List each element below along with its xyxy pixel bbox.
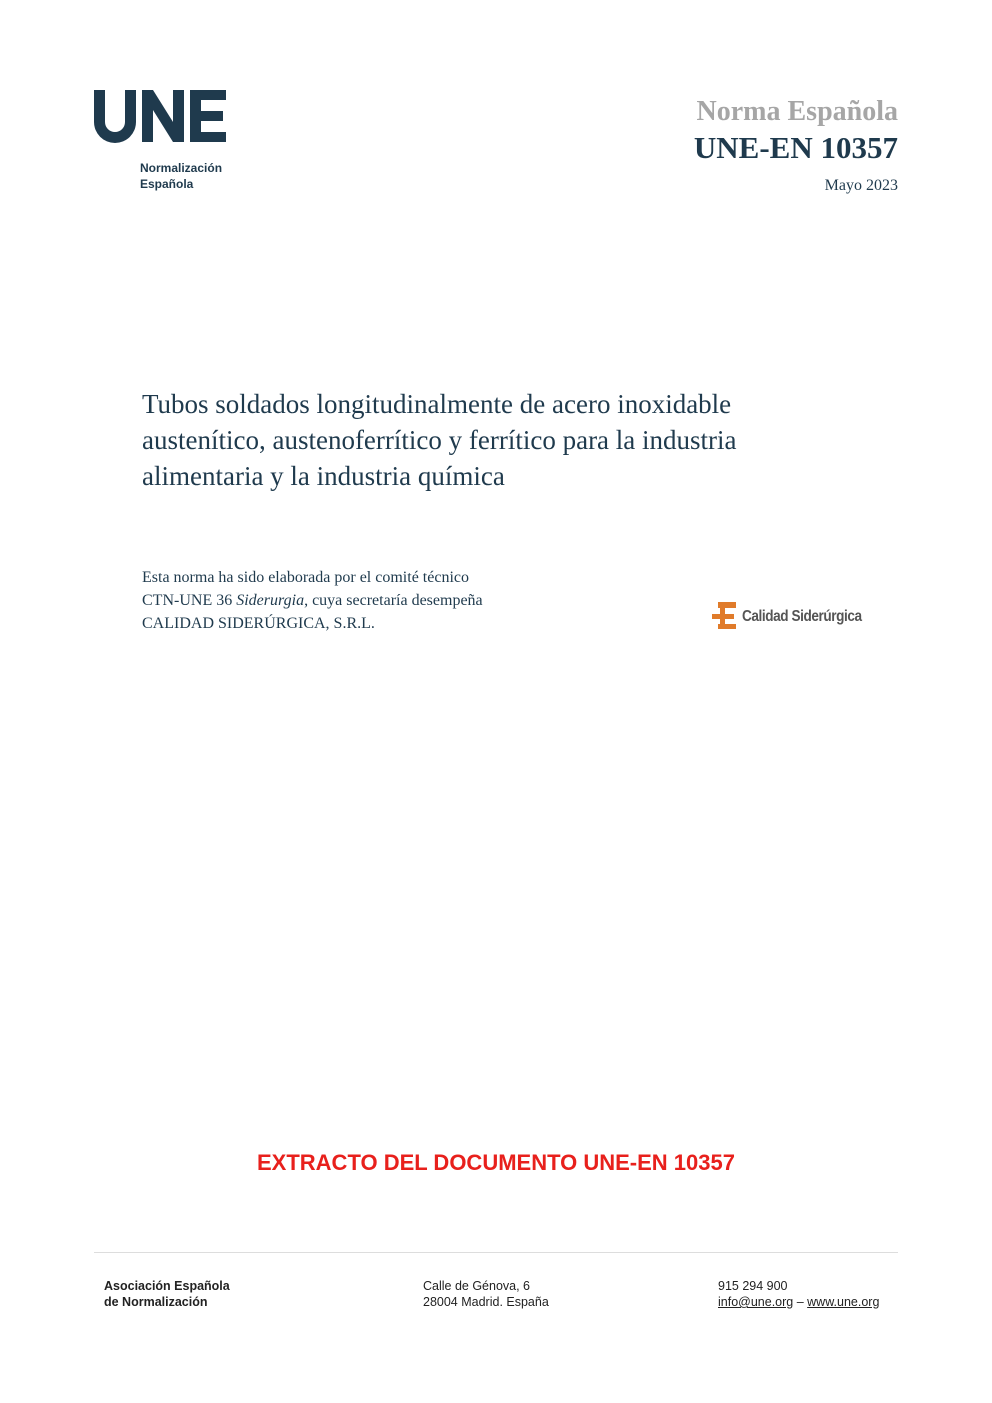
email-link[interactable]: info@une.org: [718, 1295, 794, 1309]
footer-address-line-2: 28004 Madrid. España: [423, 1295, 549, 1309]
une-logo: [92, 88, 242, 198]
link-separator: –: [793, 1295, 808, 1309]
calidad-siderurgica-wordmark: Calidad Siderúrgica: [742, 608, 862, 625]
footer-org-line-1: Asociación Española: [104, 1279, 230, 1293]
une-logo-mark: [92, 88, 232, 144]
document-title: [142, 386, 882, 494]
calidad-siderurgica-logo: [710, 600, 880, 632]
committee-name: Siderurgia: [236, 592, 305, 609]
title-line-3: alimentaria y la industria química: [142, 461, 505, 491]
website-link[interactable]: www.une.org: [807, 1295, 880, 1309]
footer-phone: 915 294 900: [718, 1279, 788, 1293]
extract-notice: EXTRACTO DEL DOCUMENTO UNE-EN 10357: [257, 1150, 735, 1175]
committee-line-2: [142, 589, 642, 612]
footer-org-line-2: de Normalización: [104, 1295, 208, 1309]
committee-secretariat: , cuya secretaría desempeña: [304, 592, 483, 609]
logo-subtitle-line2: Española: [140, 177, 194, 191]
committee-line-1: Esta norma ha sido elaborada por el comité técnico: [142, 569, 469, 586]
steel-beam-icon: [710, 602, 740, 630]
footer-organization: [104, 1278, 230, 1310]
footer-links: [718, 1294, 879, 1310]
title-line-2: austenítico, austenoferrítico y ferrítico para la industria: [142, 425, 737, 455]
committee-code: CTN-UNE 36: [142, 592, 237, 609]
committee-line-3: CALIDAD SIDERÚRGICA, S.R.L.: [142, 615, 375, 632]
footer-address-line-1: Calle de Génova, 6: [423, 1279, 531, 1293]
footer-divider: [94, 1252, 898, 1253]
logo-subtitle-line1: Normalización: [140, 161, 223, 175]
committee-statement: [142, 566, 642, 635]
norma-label: Norma Española: [696, 96, 898, 127]
footer-contact: [718, 1278, 879, 1310]
footer-address: [423, 1278, 549, 1310]
norma-code: UNE-EN 10357: [693, 130, 898, 165]
norma-date: Mayo 2023: [824, 177, 898, 194]
title-line-1: Tubos soldados longitudinalmente de acero inoxidable: [142, 389, 732, 419]
